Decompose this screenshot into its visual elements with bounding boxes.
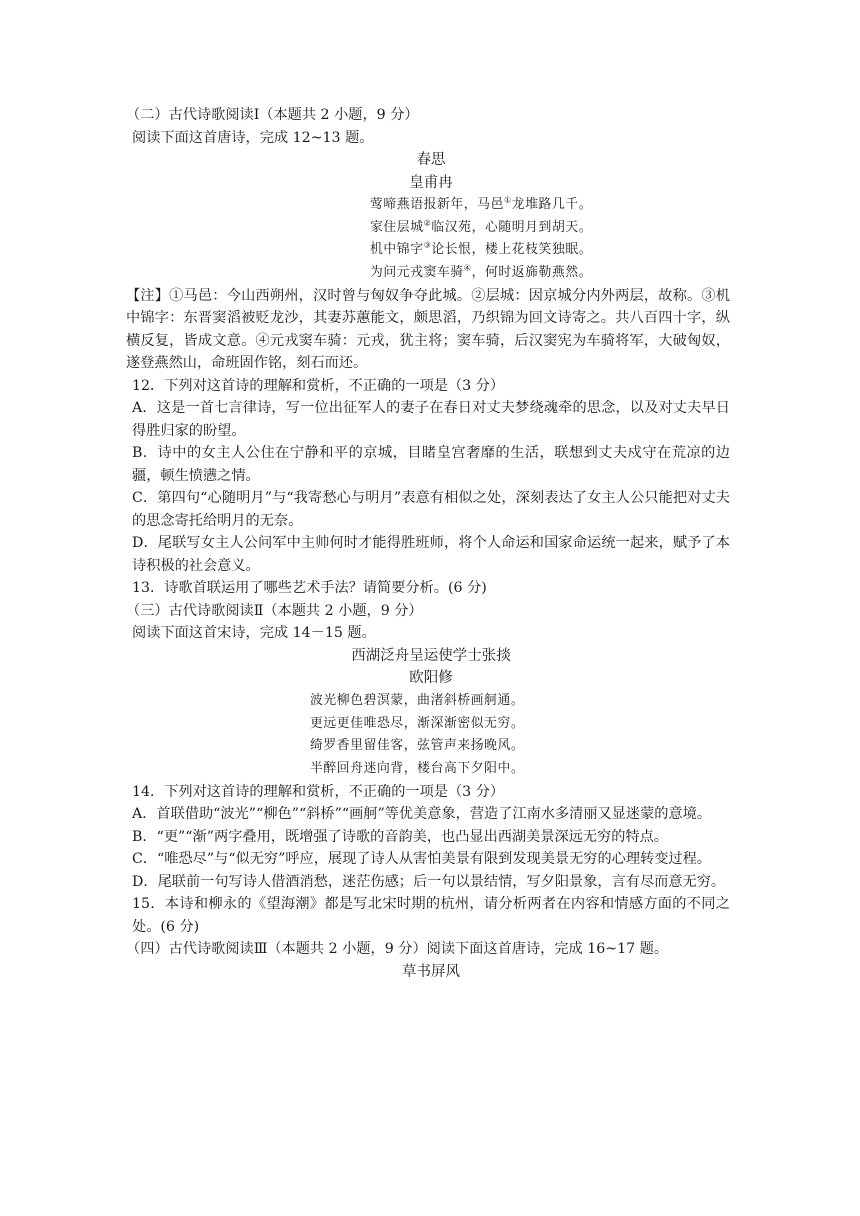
poem-line: 莺啼燕语报新年，马邑①龙堆路几千。 — [370, 195, 593, 212]
poem-author: 皇甫冉 — [409, 174, 453, 191]
question-13: 13．诗歌首联运用了哪些艺术手法？请简要分析。(6 分) — [132, 580, 487, 597]
question-14: 14．下列对这首诗的理解和赏析，不正确的一项是（3 分） — [132, 783, 505, 800]
poem-body — [132, 690, 730, 781]
poem-line: 波光柳色碧溟蒙，曲渚斜桥画舸通。 — [310, 692, 525, 708]
section-heading: （三）古代诗歌阅读Ⅱ（本题共 2 小题，9 分） — [126, 602, 423, 619]
option-d: D．尾联写女主人公问军中主帅何时才能得胜班师，将个人命运和国家命运统一起来，赋予了本诗积极的社会意义。 — [132, 535, 730, 574]
instruction: 阅读下面这首唐诗，完成 12~13 题。 — [132, 129, 374, 146]
poem-line: 绮罗香里留佳客，弦管声来扬晚风。 — [310, 738, 525, 754]
poem-line: 家住层城②临汉苑，心随明月到胡天。 — [370, 218, 593, 235]
exam-page — [126, 104, 730, 983]
option-b: B．“更”“渐”两字叠用，既增强了诗歌的音韵美，也凸显出西湖美景深远无穷的特点。 — [132, 828, 669, 845]
poem-body — [132, 194, 730, 285]
section-heading: （四）古代诗歌阅读Ⅲ（本题共 2 小题，9 分）阅读下面这首唐诗，完成 16~17 题。 — [126, 941, 669, 958]
question-12: 12．下列对这首诗的理解和赏析，不正确的一项是（3 分） — [132, 377, 505, 394]
option-a: A．这是一首七言律诗，写一位出征军人的妻子在春日对丈夫梦绕魂牵的思念，以及对丈夫早日得胜归家的盼望。 — [132, 400, 730, 439]
option-d: D．尾联前一句写诗人借酒消愁，迷茫伤感；后一句以景结情，写夕阳景象，言有尽而意无穷。 — [132, 873, 726, 890]
question-15: 15．本诗和柳永的《望海潮》都是写北宋时期的杭州，请分析两者在内容和情感方面的不同之处。(6 分) — [132, 896, 730, 935]
option-a: A．首联借助“波光”“柳色”“斜桥”“画舸”等优美意象，营造了江南水多清丽又显迷蒙的意境。 — [132, 806, 712, 823]
poem-author: 欧阳修 — [409, 670, 453, 687]
poem-line: 机中锦字③论长恨，楼上花枝笑独眠。 — [370, 241, 593, 258]
poem-line: 半醉回舟迷向背，楼台高下夕阳中。 — [310, 760, 525, 776]
section-heading: （二）古代诗歌阅读Ⅰ（本题共 2 小题，9 分） — [126, 107, 419, 123]
poem-line: 为问元戎窦车骑④，何时返旆勒燕然。 — [370, 263, 593, 281]
poem-title: 西湖泛舟呈运使学士张掞 — [351, 647, 511, 664]
poem-line: 更远更佳唯恐尽，渐深渐密似无穷。 — [310, 715, 525, 731]
poem-title: 草书屏风 — [402, 963, 460, 980]
option-c: C．第四句“心随明月”与“我寄愁心与明月”表意有相似之处，深刻表达了女主人公只能把对丈夫的思念寄托给明月的无奈。 — [132, 490, 730, 529]
poem-title: 春思 — [416, 152, 446, 168]
instruction: 阅读下面这首宋诗，完成 14－15 题。 — [132, 625, 376, 642]
poem-note: 【注】①马邑：今山西朔州，汉时曾与匈奴争夺此城。②层城：因京城分内外两层，故称。③机中锦字：东晋窦滔被贬龙沙，其妻苏蕙能文，颇思滔，乃织锦为回文诗寄之。共八百四十字，纵横反复，皆成文意。④元戎窦车骑：元戎，犹主将；窦车骑，后汉窦宪为车骑将军，大破匈奴，遂登燕然山，命班固作铭，刻石而还。 — [126, 287, 730, 372]
option-c: C．“唯恐尽”与“似无穷”呼应，展现了诗人从害怕美景有限到发现美景无穷的心理转变过程。 — [132, 851, 711, 868]
option-b: B．诗中的女主人公住在宁静和平的京城，目睹皇宫奢靡的生活，联想到丈夫戍守在荒凉的边疆，顿生愤懑之情。 — [132, 445, 730, 484]
